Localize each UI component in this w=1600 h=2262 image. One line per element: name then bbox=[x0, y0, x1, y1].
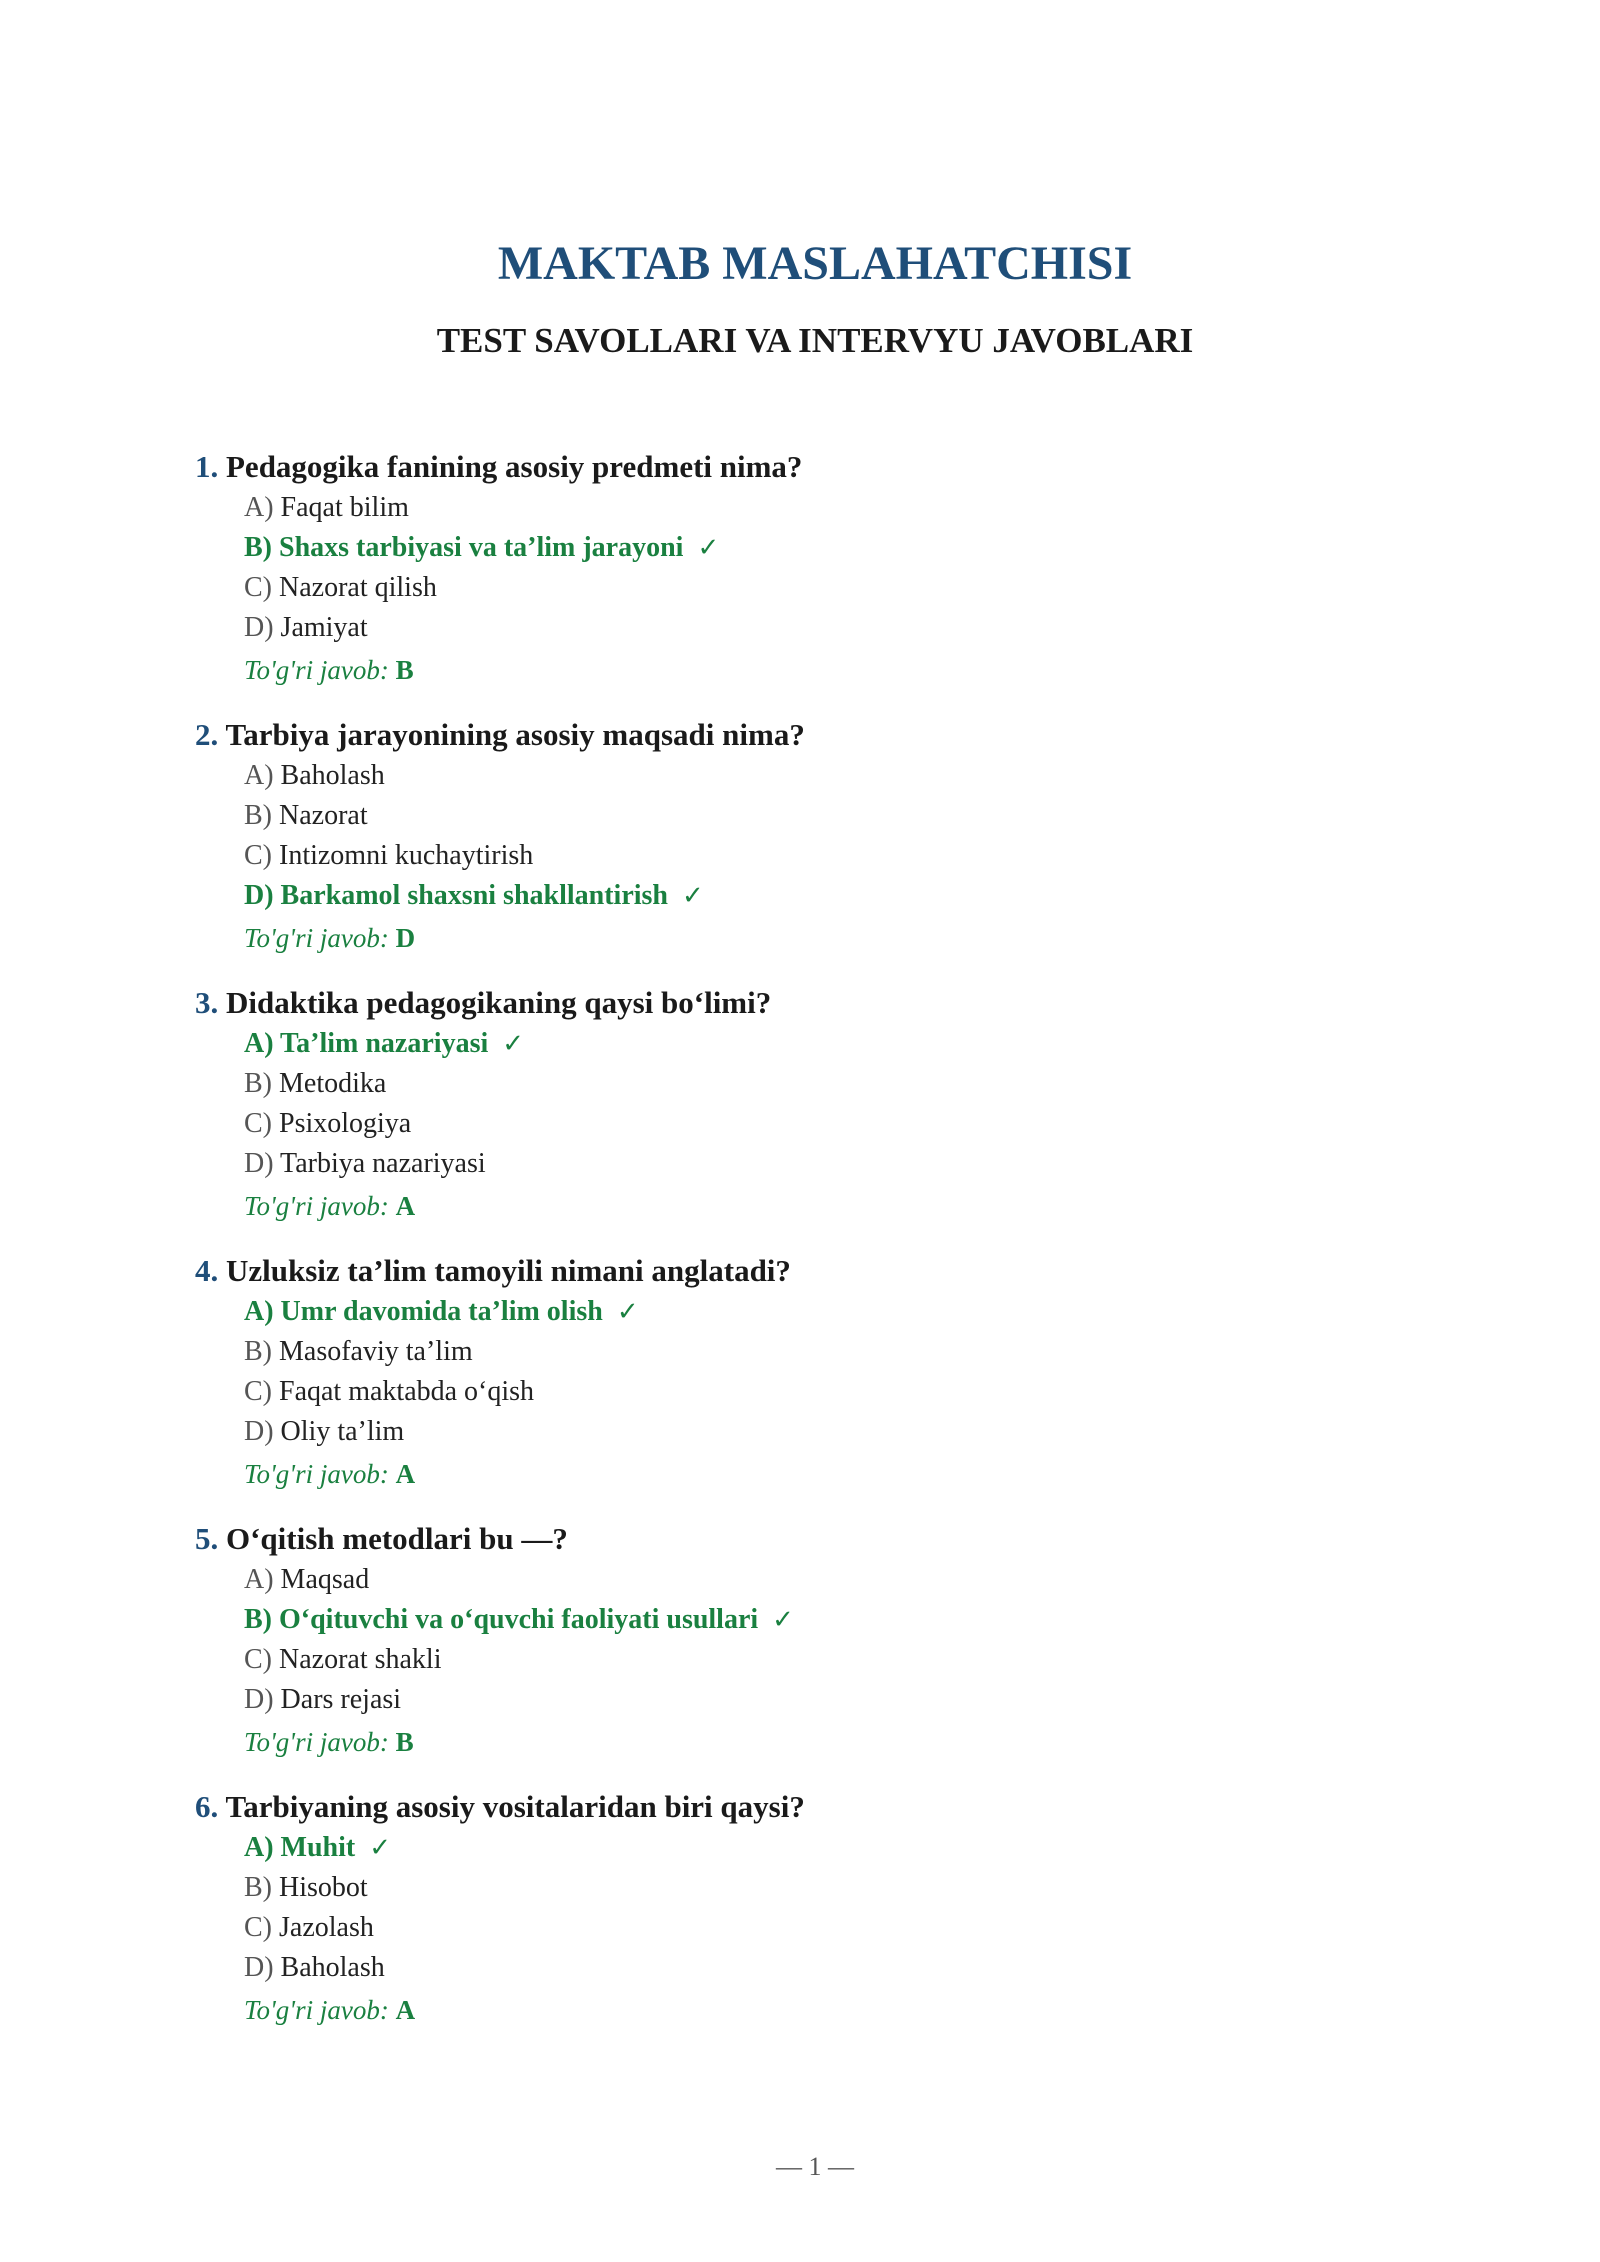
correct-answer-line bbox=[195, 1452, 1495, 1496]
correct-answer-value: A bbox=[395, 1995, 416, 2025]
option-letter: B) bbox=[244, 532, 272, 563]
option-letter: A) bbox=[244, 1832, 274, 1863]
option-b bbox=[244, 1064, 1495, 1104]
option-c bbox=[244, 1372, 1495, 1412]
option-text: Nazorat qilish bbox=[279, 572, 437, 603]
option-text: Ta’lim nazariyasi bbox=[280, 1028, 489, 1059]
page-subtitle: TEST SAVOLLARI VA INTERVYU JAVOBLARI bbox=[436, 321, 1194, 360]
option-list bbox=[195, 1292, 1495, 1452]
option-letter: A) bbox=[244, 1296, 274, 1327]
question-number: 1. bbox=[195, 449, 219, 484]
option-text: O‘qituvchi va o‘quvchi faoliyati usullari bbox=[279, 1604, 759, 1635]
question-item bbox=[195, 1786, 1495, 2054]
question-heading bbox=[195, 446, 1495, 488]
option-letter: A) bbox=[244, 1028, 274, 1059]
option-letter: B) bbox=[244, 1604, 272, 1635]
option-letter: C) bbox=[244, 572, 272, 603]
option-text: Baholash bbox=[280, 760, 385, 791]
option-text: Jazolash bbox=[279, 1912, 374, 1943]
option-text: Maqsad bbox=[280, 1564, 370, 1595]
correct-answer-value: A bbox=[395, 1459, 416, 1489]
option-text: Shaxs tarbiyasi va ta’lim jarayoni bbox=[279, 532, 684, 563]
option-text: Dars rejasi bbox=[280, 1684, 402, 1715]
option-text: Intizomni kuchaytirish bbox=[279, 840, 534, 871]
question-text: Pedagogika fanining asosiy predmeti nima? bbox=[226, 449, 803, 484]
correct-answer-label: To'g'ri javob: bbox=[244, 1459, 389, 1489]
option-list bbox=[195, 488, 1495, 648]
option-text: Tarbiya nazariyasi bbox=[280, 1148, 486, 1179]
question-number: 4. bbox=[195, 1253, 219, 1288]
question-item bbox=[195, 982, 1495, 1250]
page-number: — 1 — bbox=[776, 2152, 854, 2181]
option-a bbox=[244, 756, 1495, 796]
option-text: Nazorat bbox=[279, 800, 368, 831]
option-c bbox=[244, 1640, 1495, 1680]
correct-answer-label: To'g'ri javob: bbox=[244, 923, 389, 953]
question-item bbox=[195, 446, 1495, 714]
option-list bbox=[195, 1828, 1495, 1988]
option-letter: A) bbox=[244, 492, 274, 523]
option-b bbox=[244, 1868, 1495, 1908]
option-text: Umr davomida ta’lim olish bbox=[280, 1296, 603, 1327]
option-d bbox=[244, 1412, 1495, 1452]
option-list bbox=[195, 1024, 1495, 1184]
question-heading bbox=[195, 982, 1495, 1024]
question-number: 5. bbox=[195, 1521, 219, 1556]
correct-answer-label: To'g'ri javob: bbox=[244, 1727, 389, 1757]
option-letter: C) bbox=[244, 1912, 272, 1943]
option-text: Nazorat shakli bbox=[279, 1644, 442, 1675]
option-letter: B) bbox=[244, 1872, 272, 1903]
correct-answer-line bbox=[195, 1988, 1495, 2032]
option-letter: A) bbox=[244, 1564, 274, 1595]
question-list bbox=[195, 446, 1495, 2054]
option-text: Faqat bilim bbox=[280, 492, 409, 523]
option-letter: A) bbox=[244, 760, 274, 791]
option-d bbox=[244, 1948, 1495, 1988]
option-b bbox=[244, 796, 1495, 836]
question-text: Didaktika pedagogikaning qaysi bo‘limi? bbox=[226, 985, 772, 1020]
option-letter: C) bbox=[244, 1376, 272, 1407]
option-letter: B) bbox=[244, 800, 272, 831]
check-icon: ✓ bbox=[682, 881, 704, 911]
option-letter: C) bbox=[244, 840, 272, 871]
option-b bbox=[244, 1600, 1495, 1640]
page-title: MAKTAB MASLAHATCHISI bbox=[497, 237, 1133, 290]
correct-answer-label: To'g'ri javob: bbox=[244, 655, 389, 685]
option-letter: B) bbox=[244, 1336, 272, 1367]
correct-answer-label: To'g'ri javob: bbox=[244, 1995, 389, 2025]
option-letter: B) bbox=[244, 1068, 272, 1099]
option-a bbox=[244, 1292, 1495, 1332]
option-d bbox=[244, 1144, 1495, 1184]
correct-answer-value: A bbox=[395, 1191, 416, 1221]
correct-answer-line bbox=[195, 916, 1495, 960]
question-heading bbox=[195, 1250, 1495, 1292]
check-icon: ✓ bbox=[369, 1833, 392, 1863]
option-text: Faqat maktabda o‘qish bbox=[279, 1376, 535, 1407]
question-number: 3. bbox=[195, 985, 219, 1020]
correct-answer-value: B bbox=[395, 1727, 414, 1757]
option-text: Muhit bbox=[280, 1832, 356, 1863]
option-text: Hisobot bbox=[279, 1872, 368, 1903]
question-heading bbox=[195, 1518, 1495, 1560]
option-b bbox=[244, 528, 1495, 568]
correct-answer-line bbox=[195, 1720, 1495, 1764]
option-letter: D) bbox=[244, 1416, 274, 1447]
option-c bbox=[244, 568, 1495, 608]
option-text: Psixologiya bbox=[279, 1108, 412, 1139]
correct-answer-value: B bbox=[395, 655, 414, 685]
question-item bbox=[195, 714, 1495, 982]
correct-answer-value: D bbox=[395, 923, 416, 953]
question-heading bbox=[195, 714, 1495, 756]
option-letter: D) bbox=[244, 612, 274, 643]
check-icon: ✓ bbox=[772, 1605, 794, 1635]
option-letter: D) bbox=[244, 880, 274, 911]
check-icon: ✓ bbox=[502, 1029, 525, 1059]
option-c bbox=[244, 1104, 1495, 1144]
option-d bbox=[244, 608, 1495, 648]
question-heading bbox=[195, 1786, 1495, 1828]
option-a bbox=[244, 1560, 1495, 1600]
option-letter: D) bbox=[244, 1684, 274, 1715]
option-letter: D) bbox=[244, 1148, 274, 1179]
question-text: Tarbiyaning asosiy vositalaridan biri qaysi? bbox=[225, 1789, 805, 1824]
correct-answer-line bbox=[195, 1184, 1495, 1228]
check-icon: ✓ bbox=[697, 533, 720, 563]
option-c bbox=[244, 1908, 1495, 1948]
option-a bbox=[244, 1828, 1495, 1868]
option-b bbox=[244, 1332, 1495, 1372]
question-text: Uzluksiz ta’lim tamoyili nimani anglatadi? bbox=[226, 1253, 791, 1288]
correct-answer-line bbox=[195, 648, 1495, 692]
option-c bbox=[244, 836, 1495, 876]
option-text: Jamiyat bbox=[280, 612, 368, 643]
option-list bbox=[195, 756, 1495, 916]
check-icon: ✓ bbox=[616, 1297, 639, 1327]
question-text: O‘qitish metodlari bu —? bbox=[226, 1521, 568, 1556]
option-a bbox=[244, 1024, 1495, 1064]
question-item bbox=[195, 1518, 1495, 1786]
option-d bbox=[244, 876, 1495, 916]
question-number: 2. bbox=[195, 717, 219, 752]
option-text: Baholash bbox=[280, 1952, 385, 1983]
option-a bbox=[244, 488, 1495, 528]
option-text: Barkamol shaxsni shakllantirish bbox=[280, 880, 668, 911]
option-d bbox=[244, 1680, 1495, 1720]
option-letter: C) bbox=[244, 1644, 272, 1675]
option-text: Masofaviy ta’lim bbox=[279, 1336, 473, 1367]
question-text: Tarbiya jarayonining asosiy maqsadi nima? bbox=[225, 717, 805, 752]
option-list bbox=[195, 1560, 1495, 1720]
option-text: Oliy ta’lim bbox=[280, 1416, 405, 1447]
option-letter: D) bbox=[244, 1952, 274, 1983]
option-letter: C) bbox=[244, 1108, 272, 1139]
question-item bbox=[195, 1250, 1495, 1518]
question-number: 6. bbox=[195, 1789, 219, 1824]
option-text: Metodika bbox=[279, 1068, 387, 1099]
correct-answer-label: To'g'ri javob: bbox=[244, 1191, 389, 1221]
